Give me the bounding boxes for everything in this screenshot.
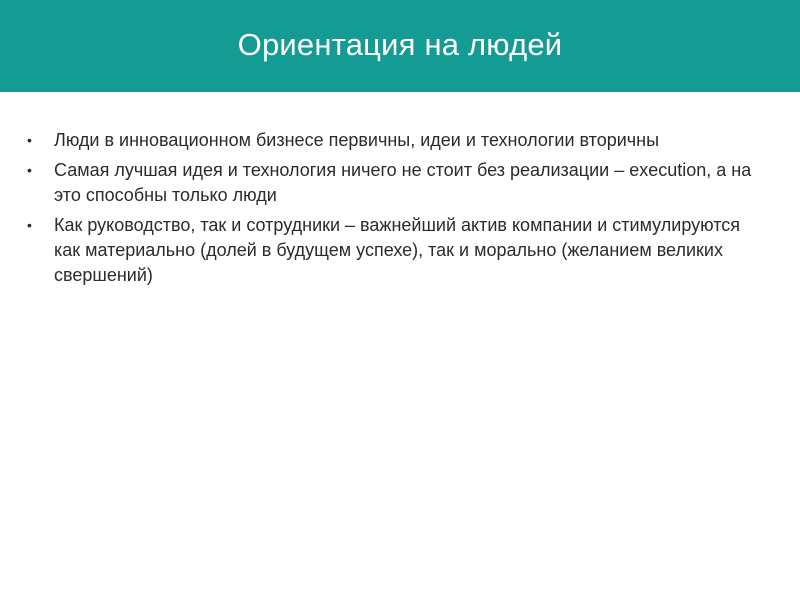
bullet-list <box>24 128 764 293</box>
bullet-icon: • <box>27 132 32 148</box>
bullet-text: Люди в инновационном бизнесе первичны, идеи и технологии вторичны <box>54 130 660 150</box>
bullet-text: Самая лучшая идея и технология ничего не стоит без реализации – execution, а на это способны только люди <box>54 160 752 205</box>
bullet-item <box>24 213 764 288</box>
bullet-icon: • <box>27 162 32 178</box>
title-bar <box>0 0 800 92</box>
bullet-icon: • <box>27 217 32 233</box>
bullet-item <box>24 128 764 153</box>
bullet-text: Как руководство, так и сотрудники – важнейший актив компании и стимулируются как материально (долей в будущем успехе), так и морально (желанием великих свершений) <box>54 215 741 285</box>
slide-title: Ориентация на людей <box>237 27 563 62</box>
bullet-item <box>24 158 764 208</box>
